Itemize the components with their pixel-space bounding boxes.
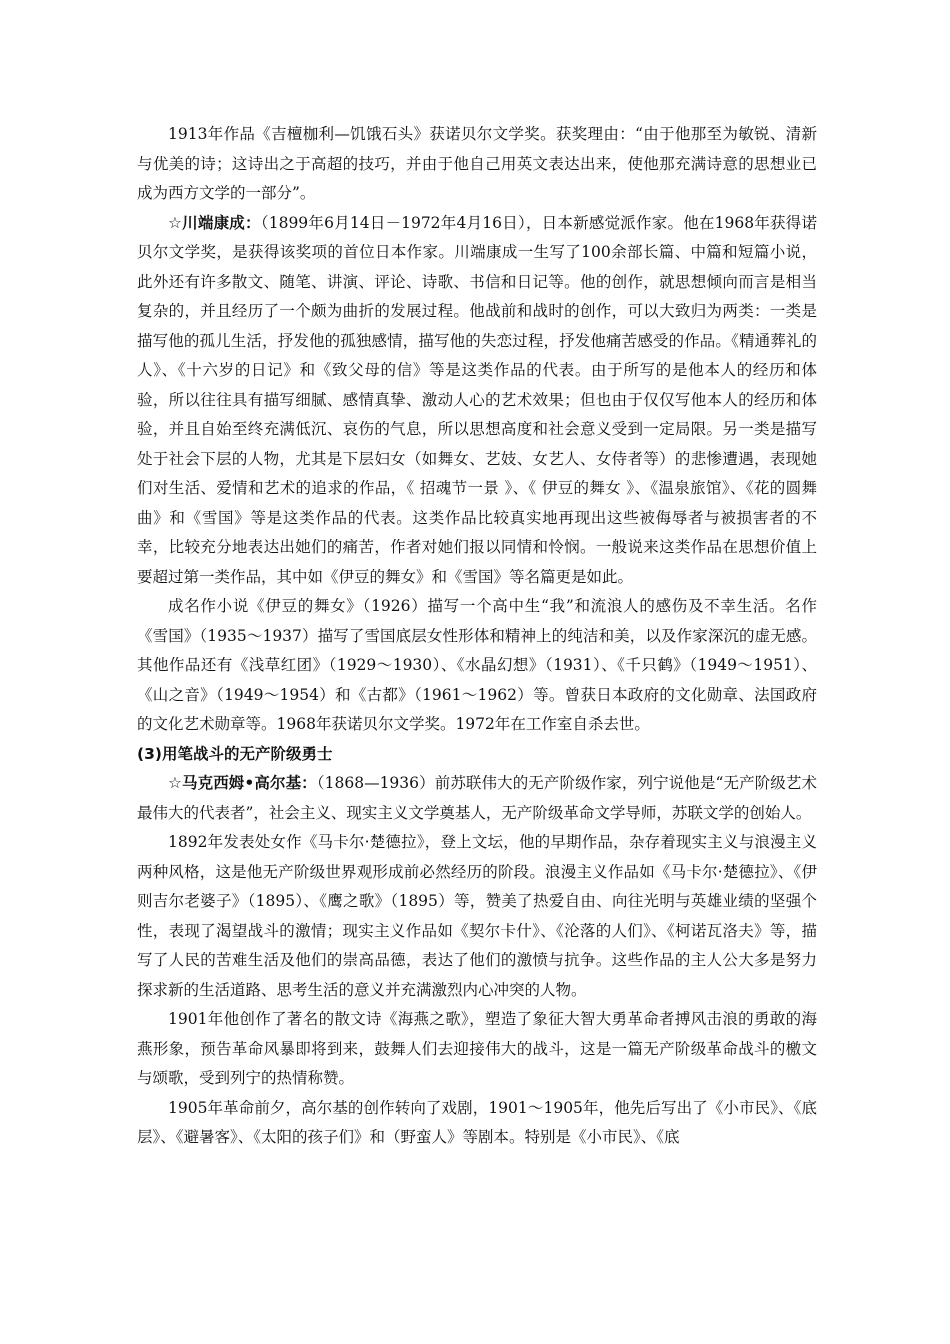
paragraph-gorky-drama: 1905年革命前夕，高尔基的创作转向了戏剧，1901～1905年，他先后写出了《小市民》、《底层》、《避暑客》、《太阳的孩子们》和（野蛮人》等剧本。特别是《小市民》、《底 (137, 1098, 817, 1146)
paragraph-petrel-song: 1901年他创作了著名的散文诗《海燕之歌》，塑造了象征大智大勇革命者搏风击浪的勇敢的海燕形象，预告革命风暴即将到来，鼓舞人们去迎接伟大的战斗，这是一篇无产阶级革命战斗的檄文与颂歌，受到列宁的热情称赞。 (137, 1010, 817, 1087)
kawabata-body: （1899年6月14日－1972年4月16日），日本新感觉派作家。他在1968年获得诺贝尔文学奖，是获得该奖项的首位日本作家。川端康成一生写了100余部长篇、中篇和短篇小说，此外还有许多散文、随笔、讲演、评论、诗歌、书信和日记等。他的创作，就思想倾向而言是相当复杂的，并且经历了一个颇为曲折的发展过程。他战前和战时的创作，可以大致归为两类：一类是描写他的孤儿生活，抒发他的孤独感情，描写他的失恋过程，抒发他痛苦感受的作品。《精通葬礼的人》、《十六岁的日记》和《致父母的信》等是这类作品的代表。由于所写的是他本人的经历和体验，所以往往具有描写细腻、感情真挚、激动人心的艺术效果；但也由于仅仅写他本人的经历和体验，并且自始至终充满低沉、哀伤的气息，所以思想高度和社会意义受到一定局限。另一类是描写处于社会下层的人物，尤其是下层妇女（如舞女、艺妓、女艺人、女侍者等）的悲惨遭遇，表现她们对生活、爱情和艺术的追求的作品，《 招魂节一景 》、《 伊豆的舞女 》、《温泉旅馆》、《花的圆舞曲》和《雪国》等是这类作品的代表。这类作品比较真实地再现出这些被侮辱者与被损害者的不幸，比较充分地表达出她们的痛苦，作者对她们报以同情和怜悯。一般说来这类作品在思想价值上要超过第一类作品，其中如《伊豆的舞女》和《雪国》等名篇更是如此。 (137, 213, 817, 586)
kawabata-lead: ☆川端康成： (168, 213, 261, 232)
paragraph-kawabata (137, 209, 817, 593)
paragraph-tagore-nobel: 1913年作品《吉檀枷利—饥饿石头》获诺贝尔文学奖。获奖理由：“由于他那至为敏锐、清新与优美的诗；这诗出之于高超的技巧，并由于他自己用英文表达出来，使他那充满诗意的思想业已成为西方文学的一部分”。 (137, 125, 817, 202)
section-heading: (3)用笔战斗的无产阶级勇士 (137, 744, 333, 763)
gorky-lead: ☆马克西姆•高尔基： (168, 774, 317, 792)
paragraph-gorky (137, 769, 817, 828)
paragraph-kawabata-works: 成名作小说《伊豆的舞女》（1926）描写一个高中生“我”和流浪人的感伤及不幸生活。名作《雪国》（1935～1937）描写了雪国底层女性形体和精神上的纯洁和美，以及作家深沉的虚无感。其他作品还有《浅草红团》（1929～1930）、《水晶幻想》（1931）、《千只鹤》（1949～1951）、《山之音》（1949～1954）和《古都》（1961～1962）等。曾获日本政府的文化勋章、法国政府的文化艺术勋章等。1968年获诺贝尔文学奖。1972年在工作室自杀去世。 (137, 597, 817, 733)
paragraph-gorky-early-works: 1892年发表处女作《马卡尔·楚德拉》，登上文坛，他的早期作品，杂存着现实主义与浪漫主义两种风格，这是他无产阶级世界观形成前必然经历的阶段。浪漫主义作品如《马卡尔·楚德拉》、《伊则吉尔老婆子》（1895）、《鹰之歌》（1895）等，赞美了热爱自由、向往光明与英雄业绩的坚强个性，表现了渴望战斗的激情；现实主义作品如《契尔卡什》、《沦落的人们》、《柯诺瓦洛夫》等，描写了人民的苦难生活及他们的崇高品德，表达了他们的激愤与抗争。这些作品的主人公大多是努力探求新的生活道路、思考生活的意义并充满激烈内心冲突的人物。 (137, 833, 817, 999)
document-body (137, 120, 817, 1153)
gorky-body: （1868—1936）前苏联伟大的无产阶级作家，列宁说他是“无产阶级艺术最伟大的代表者”，社会主义、现实主义文学奠基人，无产阶级革命文学导师，苏联文学的创始人。 (137, 774, 817, 822)
